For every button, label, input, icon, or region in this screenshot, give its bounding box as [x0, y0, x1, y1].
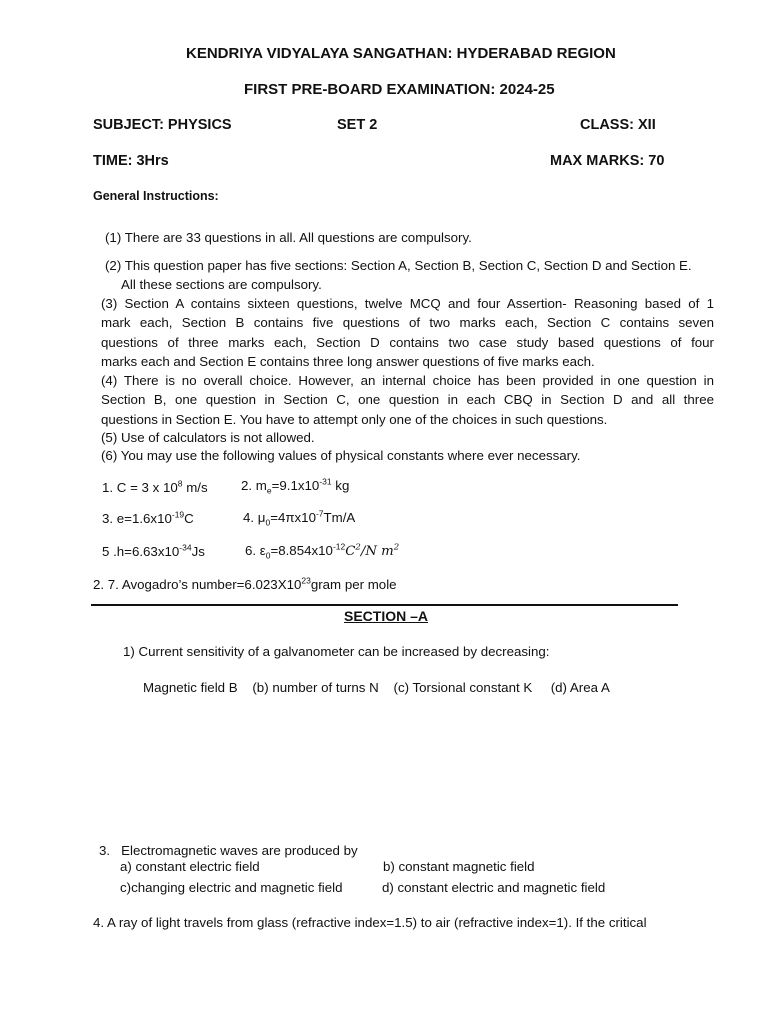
question-3-option-c: c)changing electric and magnetic field	[120, 880, 343, 895]
instruction-4-line: Section B, one question in Section C, one question in each CBQ in Section D and all three	[101, 392, 714, 408]
constant-electron-charge: 3. $e=1.6x10^{-19}C$	[102, 509, 194, 526]
instruction-4-line: questions in Section E. You have to attempt only one of the choices in such questions.	[101, 411, 608, 427]
instruction-1: (1) There are 33 questions in all. All questions are compulsory.	[105, 230, 472, 245]
instruction-2b: All these sections are compulsory.	[121, 277, 322, 292]
set-label: SET 2	[337, 117, 378, 133]
instruction-3-line: marks each and Section E contains three long answer questions of five marks each.	[101, 354, 595, 370]
instruction-4-line: (4) There is no overall choice. However, an internal choice has been provided in one question in	[101, 373, 714, 388]
constant-permeability: 4. $\mu_0=4\pi x10^{-7}Tm/A$	[243, 508, 356, 528]
instruction-5: (5) Use of calculators is not allowed.	[101, 430, 315, 445]
instruction-3-line: (3) Section A contains sixteen questions, twelve MCQ and four Assertion- Reasoning based of 1	[101, 296, 714, 311]
general-instructions-heading: General Instructions:	[93, 189, 219, 203]
question-3: 3. Electromagnetic waves are produced by	[99, 843, 358, 858]
constant-permittivity: 6. $\varepsilon_0=8.854x10^{-12}C^2/N$ $m^2$	[245, 541, 400, 561]
question-3-option-b: b) constant magnetic field	[383, 859, 535, 874]
question-3-option-d: d) constant electric and magnetic field	[382, 880, 606, 895]
constant-planck: 5 $.h=6.63x10^{-34}Js$	[102, 542, 205, 559]
time-label: TIME: 3Hrs	[93, 153, 169, 169]
instruction-3	[101, 294, 714, 372]
instruction-2a: (2) This question paper has five sections: Section A, Section B, Section C, Section D and Section E.	[105, 258, 692, 273]
exam-title: FIRST PRE-BOARD EXAMINATION: 2024-25	[244, 81, 555, 98]
section-a-title: SECTION –A	[344, 608, 429, 624]
instruction-4	[101, 371, 714, 429]
constant-speed-of-light: 1. C = 3 x $10^8$ m/s	[102, 478, 208, 495]
question-1-options: Magnetic field B (b) number of turns N (c) Torsional constant K (d) Area A	[143, 680, 610, 695]
question-1: 1) Current sensitivity of a galvanometer can be increased by decreasing:	[123, 644, 550, 659]
constant-electron-mass: 2. $m_e=9.1x10^{-31}$ kg	[241, 476, 350, 496]
instruction-6: (6) You may use the following values of physical constants where ever necessary.	[101, 448, 581, 463]
instruction-3-line: questions of three marks each, Section D contains two case study based questions of four	[101, 334, 714, 350]
question-4: 4. A ray of light travels from glass (refractive index=1.5) to air (refractive index=1). If the critical	[93, 915, 647, 930]
section-divider	[91, 604, 678, 606]
max-marks-label: MAX MARKS: 70	[550, 153, 665, 169]
question-3-option-a: a) constant electric field	[120, 859, 260, 874]
constant-avogadro: 2. 7. Avogadro’s $number=6.023X10^{23}gram$ per mole	[93, 575, 397, 592]
class-label: CLASS: XII	[580, 117, 656, 133]
instruction-3-line: mark each, Section B contains five questions of two marks each, Section C contains seven	[101, 315, 714, 331]
subject-label: SUBJECT: PHYSICS	[93, 117, 232, 133]
org-title: KENDRIYA VIDYALAYA SANGATHAN: HYDERABAD REGION	[186, 45, 616, 62]
